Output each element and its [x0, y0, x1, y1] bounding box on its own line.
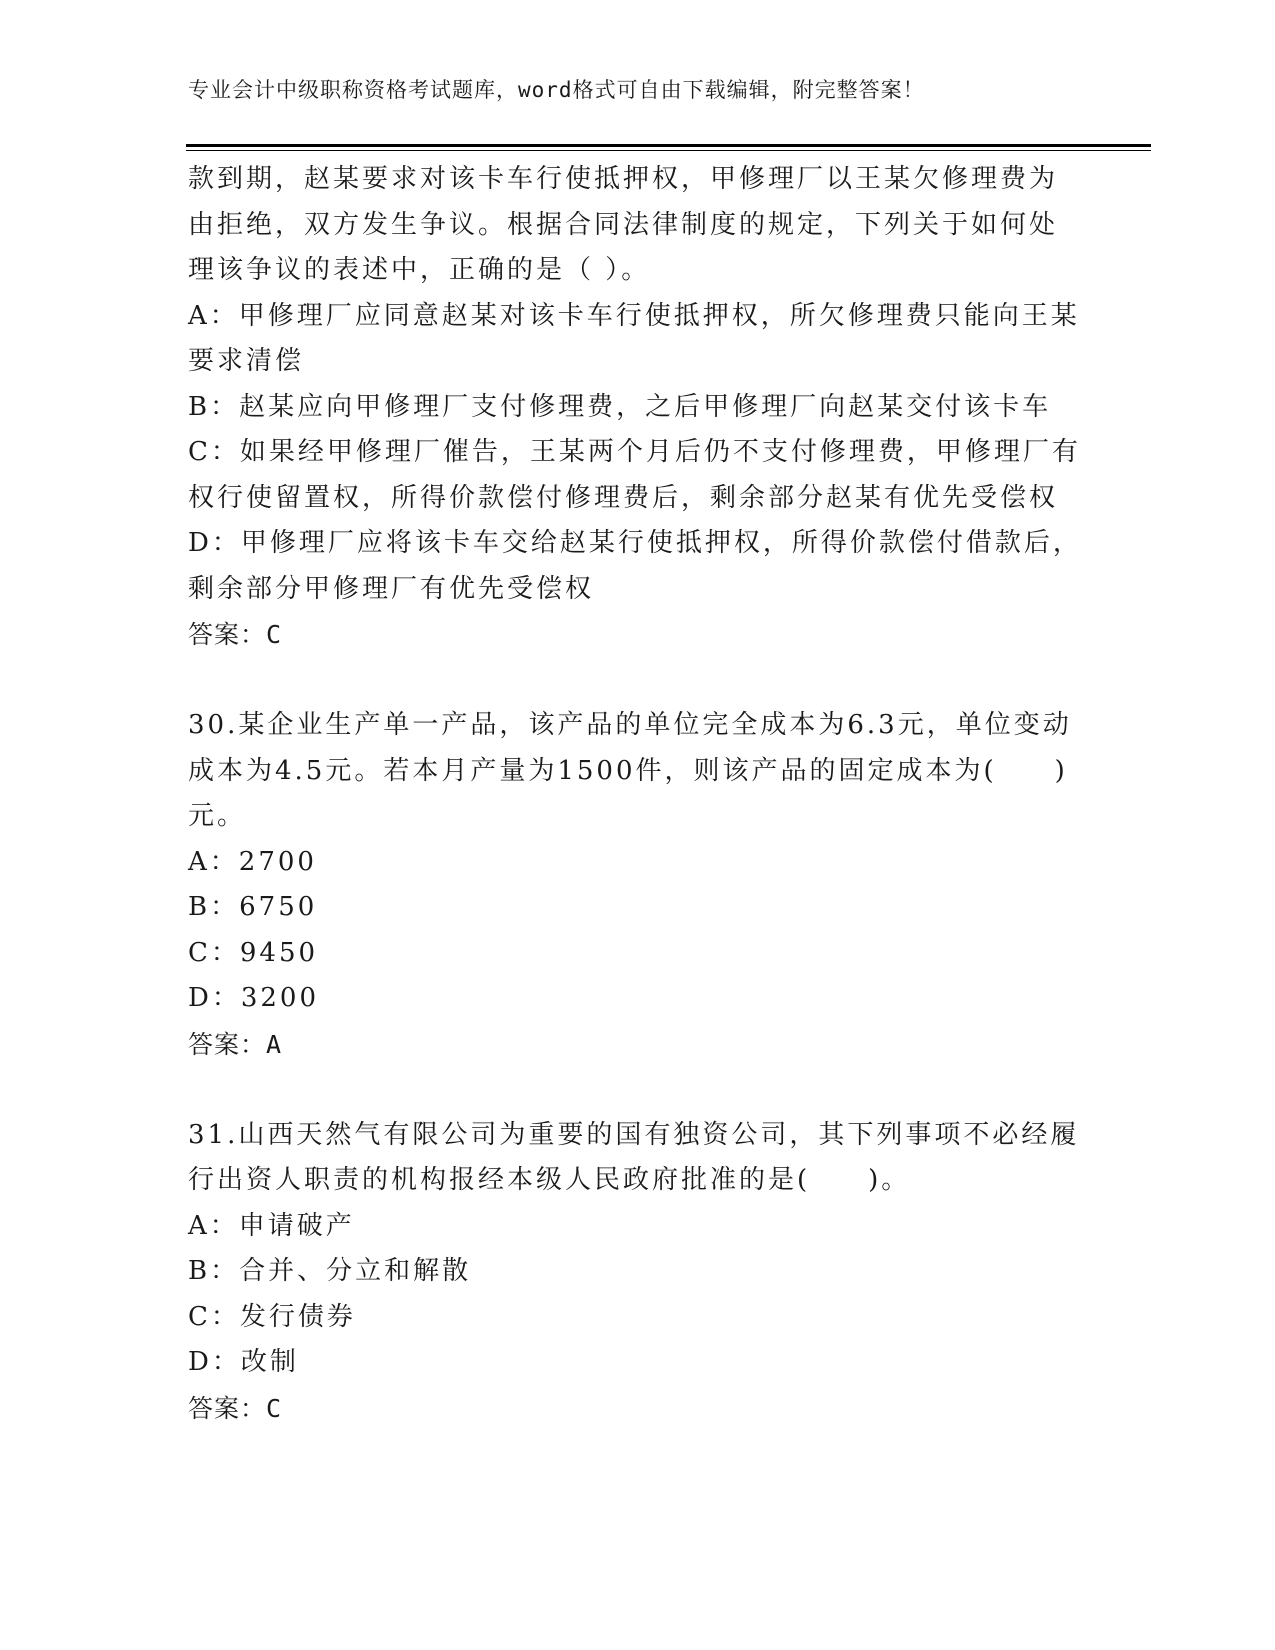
option-a-line: 要求清偿	[188, 346, 305, 376]
question-stem-line: 款到期，赵某要求对该卡车行使抵押权，甲修理厂以王某欠修理费为	[188, 164, 1059, 194]
question-stem-line: 31.山西天然气有限公司为重要的国有独资公司，其下列事项不必经履	[188, 1119, 1080, 1150]
spacer	[188, 658, 1088, 704]
option-a-line: A：2700	[188, 846, 317, 877]
spacer	[188, 1067, 1088, 1113]
option-c-line: 权行使留置权，所得价款偿付修理费后，剩余部分赵某有优先受偿权	[188, 482, 1059, 513]
option-c-line: C：发行债券	[188, 1301, 356, 1332]
question-stem-line: 由拒绝，双方发生争议。根据合同法律制度的规定，下列关于如何处	[188, 209, 1059, 240]
question-29	[188, 157, 1088, 658]
question-stem-line: 理该争议的表述中，正确的是（ ）。	[188, 255, 651, 285]
document-body	[188, 157, 1088, 1431]
question-stem-line: 行出资人职责的机构报经本级人民政府批准的是( )。	[188, 1165, 911, 1195]
option-c-line: C：如果经甲修理厂催告，王某两个月后仍不支付修理费，甲修理厂有	[188, 437, 1081, 467]
option-b-line: B：合并、分立和解散	[188, 1256, 472, 1286]
option-d-line: D：3200	[188, 983, 320, 1013]
option-b-line: B：赵某应向甲修理厂支付修理费，之后甲修理厂向赵某交付该卡车	[188, 391, 1052, 422]
option-c-line: C：9450	[188, 937, 319, 968]
option-a-line: A：甲修理厂应同意赵某对该卡车行使抵押权，所欠修理费只能向王某	[188, 300, 1080, 331]
header-rule-thin	[186, 150, 1151, 151]
option-d-line: D：甲修理厂应将该卡车交给赵某行使抵押权，所得价款偿付借款后，	[188, 528, 1082, 558]
question-30	[188, 703, 1088, 1067]
question-stem-line: 元。	[188, 801, 247, 831]
option-d-line: 剩余部分甲修理厂有优先受偿权	[188, 573, 595, 604]
option-a-line: A：申请破产	[188, 1210, 355, 1241]
question-stem-line: 30.某企业生产单一产品，该产品的单位完全成本为6.3元，单位变动	[188, 710, 1072, 740]
question-stem-line: 成本为4.5元。若本月产量为1500件，则该产品的固定成本为( )	[188, 755, 1068, 786]
page-header: 专业会计中级职称资格考试题库，word格式可自由下载编辑，附完整答案！	[188, 78, 925, 102]
answer-line: 答案：A	[188, 1029, 283, 1059]
header-rule-thick	[186, 144, 1151, 147]
question-31	[188, 1113, 1088, 1432]
option-b-line: B：6750	[188, 892, 318, 922]
option-d-line: D：改制	[188, 1347, 299, 1377]
answer-line: 答案：C	[188, 1393, 283, 1423]
answer-line: 答案：C	[188, 620, 283, 649]
